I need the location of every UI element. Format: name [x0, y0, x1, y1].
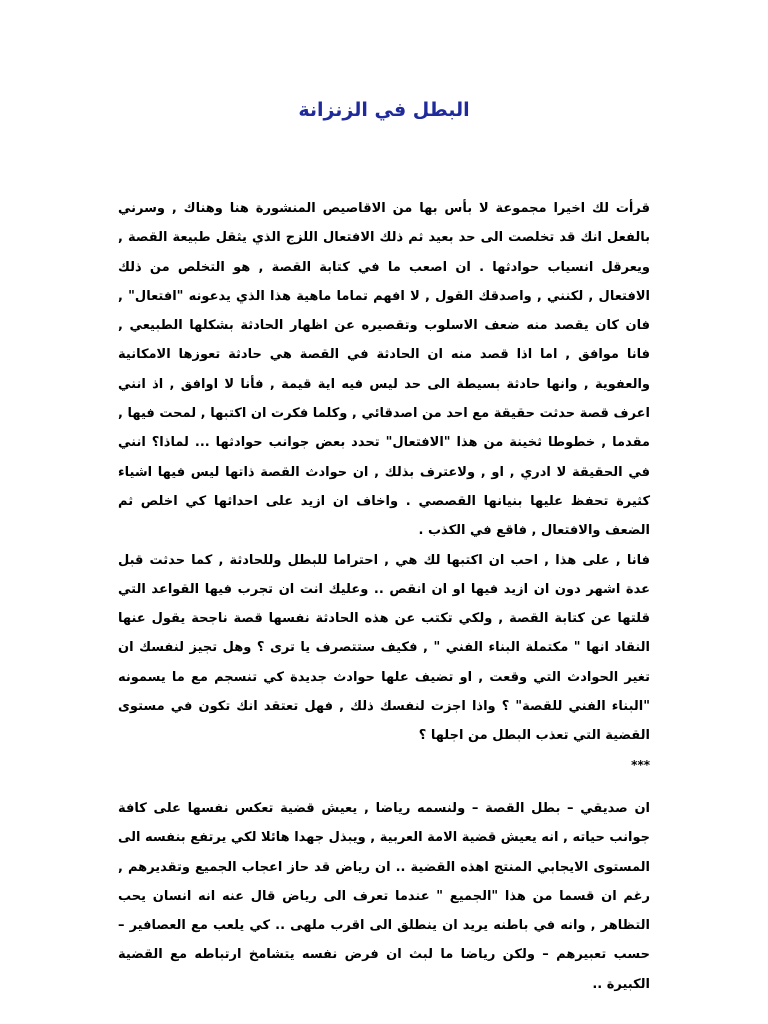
paragraph-3: ان صديقي – بطل القصة – ولنسمه رياضا , يعيش قضية تعكس نفسها على كافة جوانب حياته , انه يعيش قضية الامة العربية , ويبذل جهدا هائلا لكي يرتفع بنفسه الى المستوى الايجابي المنتج اهذه القضية .. ان رياض قد حاز اعجاب الجميع وتقديرهم , رغم ان قسما من هذا "الجميع " عندما تعرف الى رياض قال عنه انه انسان يحب التظاهر , وانه في باطنه يريد ان ينطلق الى اقرب ملهى .. كي يلعب مع العصافير – حسب تعبيرهم – ولكن رياضا ما لبث ان فرض نفسه يتشامخ ارتباطه مع القضية الكبيرة ..: [118, 800, 650, 992]
document-body: [118, 194, 650, 999]
paragraph-2: فانا , على هذا , احب ان اكتبها لك هي , احتراما للبطل وللحادثة , كما حدثت قبل عدة اشهر دون ان ازيد فيها او ان انقص .. وعليك انت ان تجرب فيها القواعد التي قلتها عن كتابة القصة , ولكي تكتب عن هذه الحادثة نفسها قصة ناجحة يقول عنها النقاد انها " مكتملة البناء الفني " , فكيف ستتصرف يا ترى ؟ وهل تجيز لنفسك ان تغير الحوادث التي وقعت , او تضيف علها حوادث جديدة كي تنسجم مع ما يسمونه "البناء الفني للقصة" ؟ واذا اجزت لنفسك ذلك , فهل تعتقد انك تكون في مستوى القضية التي تعذب البطل من اجلها ؟: [118, 552, 650, 744]
paragraph-1: قرأت لك اخيرا مجموعة لا بأس بها من الاقاصيص المنشورة هنا وهناك , وسرني بالفعل انك قد تخلصت الى حد بعيد ثم ذلك الافتعال اللزج الذي يثقل طبيعة القصة , ويعرقل انسياب حوادثها . ان اصعب ما في كتابة القصة , هو التخلص من ذلك الافتعال , لكنني , واصدقك القول , لا افهم تماما ماهية هذا الذي يدعونه "افتعال" , فان كان يقصد منه ضعف الاسلوب وتقصيره عن اظهار الحادثة بشكلها الطبيعي , فانا موافق , اما اذا قصد منه ان الحادثة في القصة هي حادثة تعوزها الامكانية والعفوية , وانها حادثة بسيطة الى حد ليس فيه اية قيمة , فأنا لا اوافق , اذ انني اعرف قصة حدثت حقيقة مع احد من اصدقائي , وكلما فكرت ان اكتبها , لمحت فيها , مقدما , خطوطا ثخينة من هذا "الافتعال" تحدد بعض جوانب حوادثها ... لماذا؟ انني في الحقيقة لا ادري , او , ولاعترف بذلك , ان حوادث القصة ذاتها ليس فيها اشياء كثيرة تحفظ عليها بنيانها القصصي . واخاف ان ازيد على احداثها كي اخلص ثم الضعف والافتعال , فاقع في الكذب .: [118, 201, 650, 539]
section-gap: [118, 780, 650, 794]
section-separator: ***: [631, 757, 650, 772]
document-title: البطل في الزنزانة: [298, 99, 470, 121]
